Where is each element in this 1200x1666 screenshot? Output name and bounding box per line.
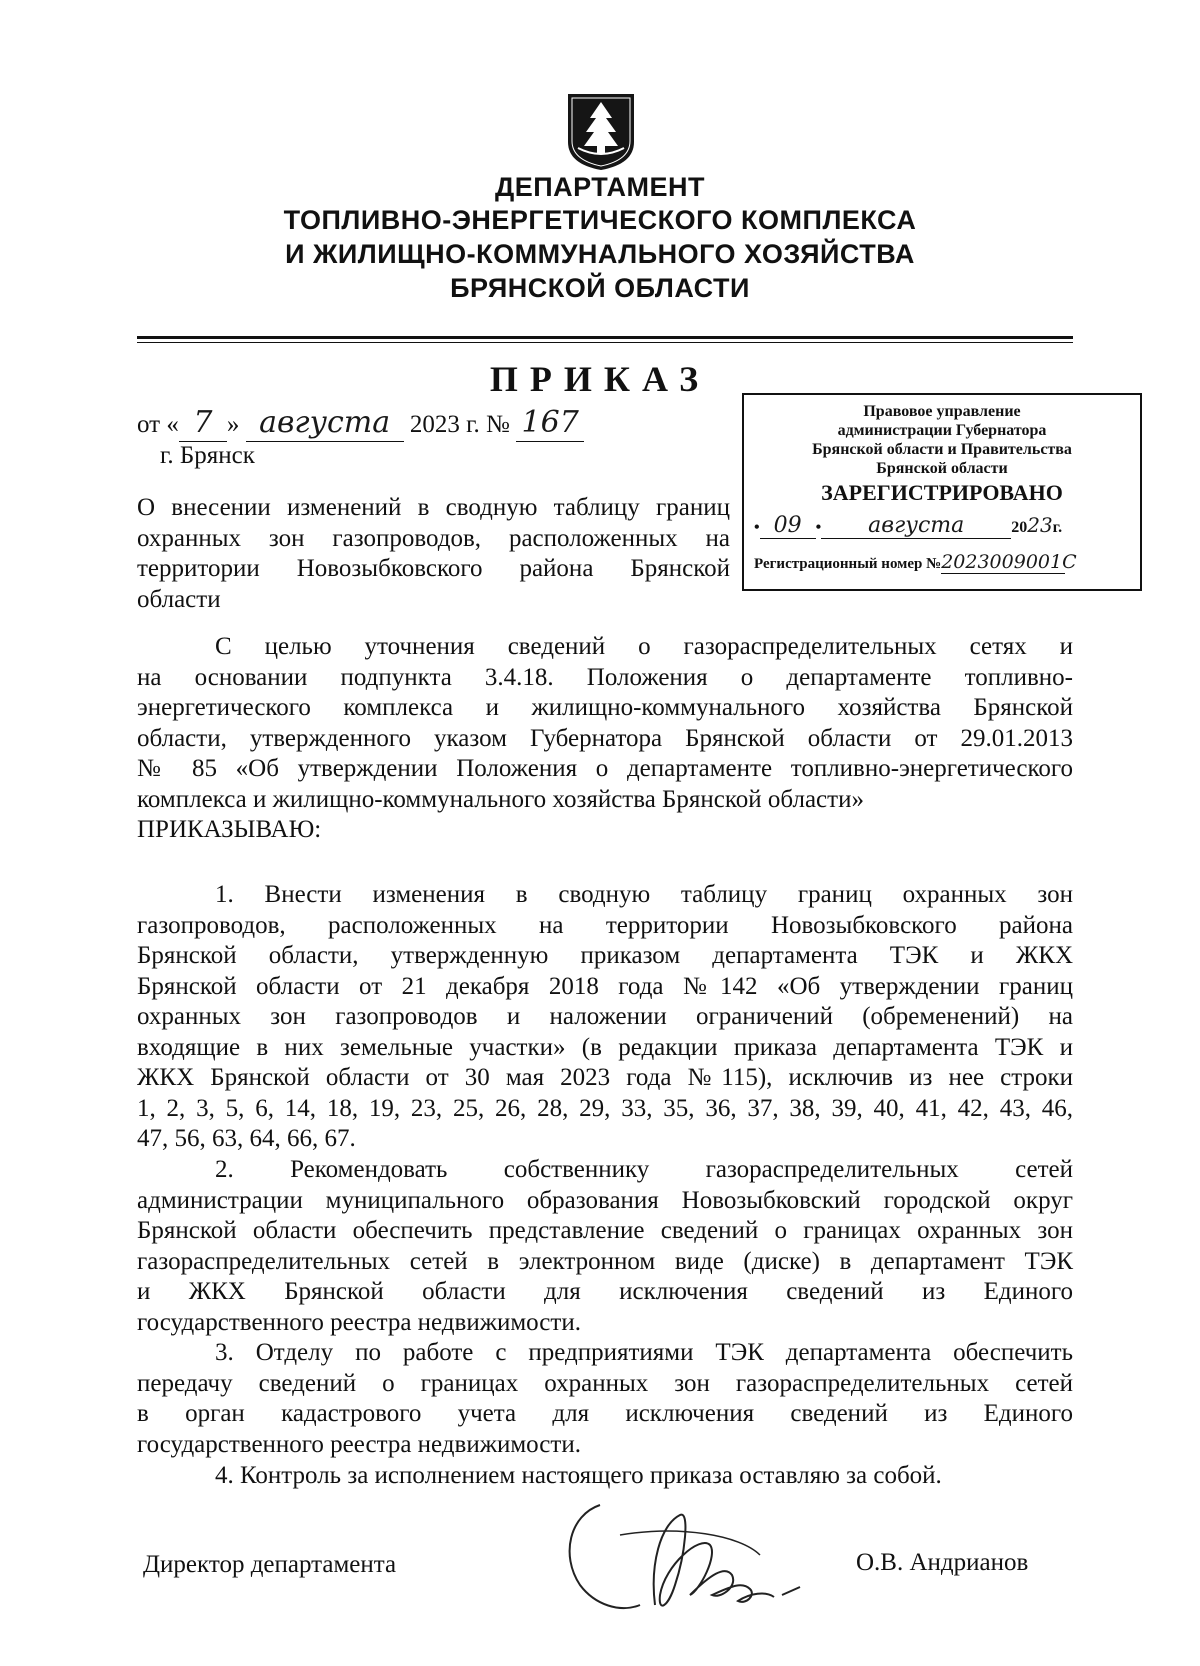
- department-name-line-2: ТОПЛИВНО-ЭНЕРГЕТИЧЕСКОГО КОМПЛЕКСА: [283, 205, 917, 235]
- preamble-line: энергетического комплекса и жилищно-коммунального хозяйства Брянской: [137, 694, 1073, 721]
- item-1: [137, 880, 1073, 1155]
- order-month: августа: [259, 405, 391, 440]
- item-2: [137, 1155, 1073, 1338]
- item-1-line: Брянской области, утвержденную приказом департамента ТЭК и ЖКХ: [137, 942, 1073, 969]
- item-3-line: 3. Отделу по работе с предприятиями ТЭК департамента обеспечить: [215, 1339, 1073, 1366]
- document-title: ПРИКАЗ: [489, 359, 711, 399]
- stamp-month: августа: [868, 513, 965, 538]
- order-quote-close: »: [226, 411, 240, 438]
- item-3: [137, 1338, 1073, 1460]
- stamp-year-suffix: 23: [1027, 513, 1053, 537]
- order-city: г. Брянск: [160, 442, 255, 469]
- order-directive: ПРИКАЗЫВАЮ:: [137, 816, 322, 843]
- item-1-line: 1, 2, 3, 5, 6, 14, 18, 19, 23, 25, 26, 28, 29, 33, 35, 36, 37, 38, 39, 40, 41, 42, 43, 46,: [137, 1094, 1073, 1122]
- order-number-label: №: [486, 411, 510, 438]
- registration-stamp: [742, 393, 1142, 591]
- preamble-line: С целью уточнения сведений о газораспределительных сетях и: [215, 633, 1073, 660]
- stamp-year-label: г.: [1052, 519, 1063, 536]
- item-1-line: Брянской области от 21 декабря 2018 года №142 «Об утверждении границ: [137, 972, 1073, 1000]
- item-1-line: ЖКХ Брянской области от 30 мая 2023 года №115), исключив из нее строки: [137, 1064, 1073, 1091]
- item-1-line: 47, 56, 63, 64, 66, 67.: [137, 1125, 356, 1152]
- preamble-line: области, утвержденного указом Губернатора Брянской области от 29.01.2013: [137, 724, 1073, 752]
- item-1-line: газопроводов, расположенных на территории Новозыбковского района: [137, 911, 1073, 939]
- item-1-line: охранных зон газопроводов и наложении ограничений (обременений) на: [137, 1003, 1073, 1030]
- stamp-date-line: • 09 • августа 2023г.: [754, 513, 1063, 538]
- item-2-line: 2. Рекомендовать собственнику газораспределительных сетей: [215, 1156, 1073, 1183]
- preamble-line: № 85 «Об утверждении Положения о департаменте топливно-энергетического: [137, 755, 1073, 782]
- item-3-line: государственного реестра недвижимости.: [137, 1430, 581, 1458]
- department-name-line-1: ДЕПАРТАМЕНТ: [494, 172, 706, 202]
- stamp-status: ЗАРЕГИСТРИРОВАНО: [821, 480, 1063, 505]
- order-number: 167: [521, 405, 579, 440]
- stamp-reg-line: [754, 551, 1134, 574]
- preamble-line: на основании подпункта 3.4.18. Положения о департаменте топливно-: [137, 663, 1073, 691]
- preamble-line: комплекса и жилищно-коммунального хозяйства Брянской области»: [137, 785, 864, 813]
- subject-line-2: охранных зон газопроводов, расположенных на: [137, 524, 730, 552]
- stamp-line-3: Брянской области и Правительства: [812, 441, 1072, 458]
- signatory-position: Директор департамента: [143, 1551, 397, 1578]
- item-3-line: передачу сведений о границах охранных зон газораспределительных сетей: [137, 1369, 1073, 1397]
- stamp-reg-label: Регистрационный номер №: [754, 556, 942, 572]
- department-name-line-4: БРЯНСКОЙ ОБЛАСТИ: [450, 273, 750, 303]
- item-4: [137, 1461, 1073, 1492]
- coat-of-arms-emblem: [566, 92, 636, 172]
- item-2-line: государственного реестра недвижимости.: [137, 1308, 581, 1336]
- order-year: 2023 г.: [409, 411, 480, 438]
- stamp-reg-number: 2023009001С: [941, 551, 1077, 573]
- signatory-name: О.В. Андрианов: [856, 1549, 1029, 1576]
- stamp-year-prefix: 20: [1011, 519, 1028, 536]
- order-subject: [137, 493, 730, 615]
- stamp-line-4: Брянской области: [876, 460, 1008, 477]
- handwritten-signature: [560, 1495, 830, 1625]
- item-2-line: и ЖКХ Брянской области для исключения сведений из Единого: [137, 1278, 1073, 1305]
- item-4-line: 4. Контроль за исполнением настоящего приказа оставляю за собой.: [215, 1462, 942, 1489]
- item-3-line: в орган кадастрового учета для исключения сведений из Единого: [137, 1400, 1073, 1427]
- order-day: 7: [193, 405, 213, 440]
- subject-line-4: области: [137, 585, 221, 613]
- order-quote-open: «: [166, 411, 179, 438]
- item-2-line: администрации муниципального образования Новозыбковский городской округ: [137, 1186, 1073, 1214]
- header-divider-thin: [137, 342, 1073, 343]
- stamp-day: 09: [773, 513, 802, 538]
- subject-line-3: территории Новозыбковского района Брянской: [137, 555, 730, 582]
- item-2-line: газораспределительных сетей в электронном виде (диске) в департамент ТЭК: [137, 1247, 1073, 1275]
- subject-line-1: О внесении изменений в сводную таблицу границ: [137, 494, 730, 521]
- item-1-line: входящие в них земельные участки» (в редакции приказа департамента ТЭК и: [137, 1033, 1073, 1061]
- order-date-line: [137, 405, 584, 442]
- item-1-line: 1. Внести изменения в сводную таблицу границ охранных зон: [215, 881, 1073, 908]
- stamp-line-2: администрации Губернатора: [837, 422, 1047, 439]
- stamp-line-1: Правовое управление: [863, 403, 1021, 420]
- item-2-line: Брянской области обеспечить представление сведений о границах охранных зон: [137, 1217, 1073, 1244]
- order-from-label: от: [137, 411, 161, 438]
- department-name-line-3: И ЖИЛИЩНО-КОММУНАЛЬНОГО ХОЗЯЙСТВА: [285, 239, 915, 269]
- header-divider-thick: [137, 336, 1073, 339]
- preamble: [137, 632, 1073, 846]
